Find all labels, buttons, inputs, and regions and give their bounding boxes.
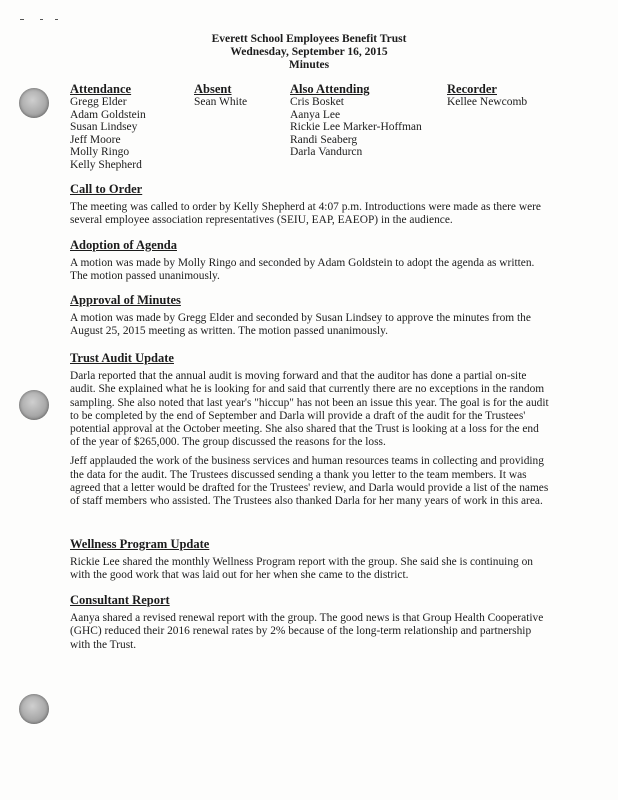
section-paragraph: A motion was made by Molly Ringo and seconded by Adam Goldstein to adopt the agenda as written. The motion passed unanimously. bbox=[70, 257, 535, 283]
absent-title: Absent bbox=[194, 82, 232, 96]
guest-name: Darla Vandurcn bbox=[290, 146, 363, 159]
section-paragraph: A motion was made by Gregg Elder and seconded by Susan Lindsey to approve the minutes from the August 25, 2015 meeting as written. The motion passed unanimously. bbox=[70, 312, 531, 338]
meeting-date: Wednesday, September 16, 2015 bbox=[230, 46, 388, 58]
attendee-name: Adam Goldstein bbox=[70, 108, 146, 121]
guest-name: Randi Seaberg bbox=[290, 133, 358, 146]
also-attending-column bbox=[290, 82, 422, 159]
absent-name: Sean White bbox=[194, 96, 248, 108]
scan-mark bbox=[20, 19, 24, 20]
attendee-name: Kelly Shepherd bbox=[70, 158, 142, 171]
attendance-column bbox=[70, 82, 146, 172]
attendee-name: Gregg Elder bbox=[70, 96, 127, 108]
section-paragraph: Aanya shared a revised renewal report with the group. The good news is that Group Health Cooperative (GHC) reduced their 2016 renewal rates by 2% because of the long-term relationship and partnership with the Trust. bbox=[70, 612, 544, 651]
org-title: Everett School Employees Benefit Trust bbox=[211, 33, 407, 45]
section-adoption-of-agenda bbox=[70, 239, 550, 290]
recorder-column bbox=[447, 82, 527, 109]
attendee-name: Susan Lindsey bbox=[70, 121, 138, 134]
punch-hole bbox=[19, 694, 49, 724]
section-title: Call to Order bbox=[70, 182, 143, 196]
attendance-title: Attendance bbox=[70, 82, 132, 96]
section-approval-of-minutes bbox=[70, 294, 550, 345]
absent-column bbox=[194, 82, 247, 109]
section-paragraph: Rickie Lee shared the monthly Wellness Program report with the group. She said she is continuing on with the good work that was laid out for her when she came to the district. bbox=[70, 556, 533, 582]
punch-hole bbox=[19, 390, 49, 420]
section-title: Wellness Program Update bbox=[70, 537, 210, 551]
guest-name: Rickie Lee Marker-Hoffman bbox=[290, 121, 422, 134]
guest-name: Aanya Lee bbox=[290, 108, 341, 121]
section-title: Approval of Minutes bbox=[70, 293, 181, 307]
section-paragraph: Jeff applauded the work of the business services and human resources teams in collecting and providing the data for the audit. The Trustees discussed sending a thank you letter to the team members. It was agreed that a letter would be drafted for the Trustees' review, and Darla would provide a list of the names of staff members who assisted. The Trustees also thanked Darla for her many years of work in this area. bbox=[70, 455, 549, 508]
scan-mark bbox=[40, 19, 43, 20]
section-wellness-program-update bbox=[70, 538, 550, 589]
section-consultant-report bbox=[70, 594, 550, 658]
also-attending-title: Also Attending bbox=[290, 82, 370, 96]
section-title: Adoption of Agenda bbox=[70, 238, 177, 252]
scan-mark bbox=[55, 19, 58, 20]
guest-name: Cris Bosket bbox=[290, 96, 344, 108]
section-paragraph: The meeting was called to order by Kelly Shepherd at 4:07 p.m. Introductions were made as there were several employee association representatives (SEIU, EAP, EAEOP) in the audience. bbox=[70, 201, 541, 227]
section-trust-audit-update bbox=[70, 352, 550, 514]
section-paragraph: Darla reported that the annual audit is moving forward and that the auditor has done a partial on-site audit. She explained what he is looking for and said that currently there are no exceptions in the random sampling. She also noted that last year's "hiccup" has not been an issue this year. The goal is for the audit to be completed by the end of September and Darla will provide a draft of the audit for the Trustees' potential approval at the October meeting. She also shared that the Trust is looking at a loss for the end of the year of $265,000. The group discussed the reasons for the loss. bbox=[70, 370, 549, 449]
punch-hole bbox=[19, 88, 49, 118]
document-header bbox=[0, 33, 618, 72]
attendee-name: Jeff Moore bbox=[70, 133, 121, 146]
section-title: Trust Audit Update bbox=[70, 351, 174, 365]
recorder-name: Kellee Newcomb bbox=[447, 96, 528, 108]
attendee-name: Molly Ringo bbox=[70, 146, 130, 159]
doc-type: Minutes bbox=[288, 59, 330, 71]
section-call-to-order bbox=[70, 183, 550, 234]
recorder-title: Recorder bbox=[447, 82, 497, 96]
section-title: Consultant Report bbox=[70, 593, 170, 607]
